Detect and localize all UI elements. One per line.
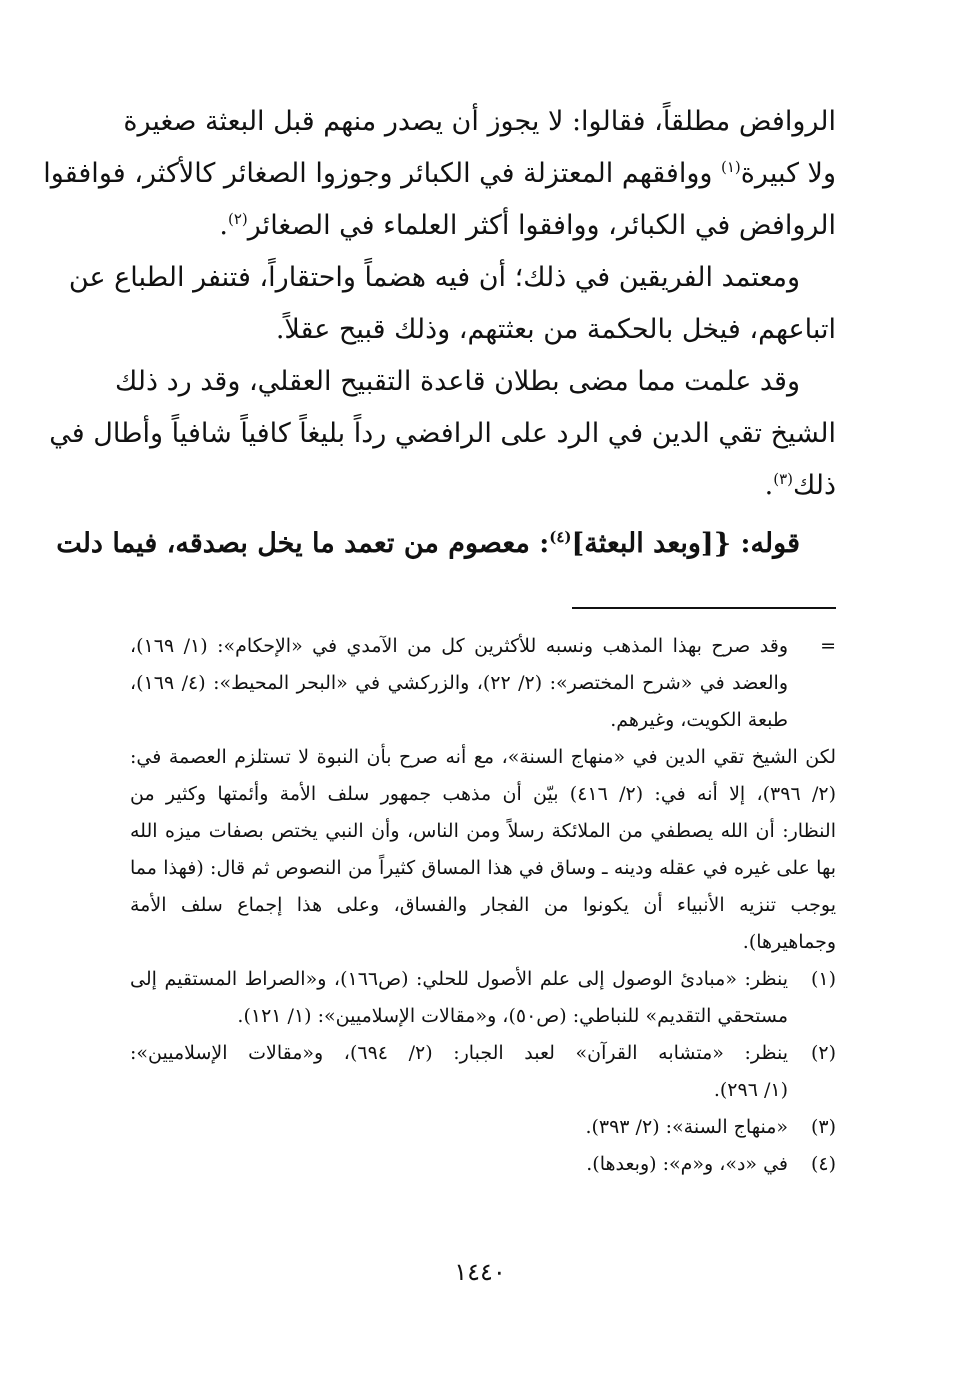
body-line-3-text: الروافض في الكبائر، ووافقوا أكثر العلماء في الصغائر xyxy=(247,210,836,241)
body-line-7: الشيخ تقي الدين في الرد على الرافضي رداً بليغاً كافياً شافياً وأطال في xyxy=(49,418,836,449)
footnote-1 xyxy=(130,961,836,1035)
footnote-line: يوجب تنزيه الأنبياء أن يكونوا من الفجار والفساق، وعلى هذا إجماع سلف الأمة xyxy=(130,894,836,916)
footnote-continued-2-text xyxy=(130,739,836,961)
body-line-2-a: ولا كبيرة xyxy=(740,158,836,189)
quote-prefix: قوله: {[وبعد البعثة] xyxy=(571,528,800,559)
continued-mark: = xyxy=(820,635,836,657)
footnote-2 xyxy=(130,1035,836,1109)
body-line-2 xyxy=(43,148,836,200)
footnote-continued-2 xyxy=(130,739,836,961)
footnote-ref-2: (٢) xyxy=(228,210,248,228)
footnote-line: طبعة الكويت، وغيرهم. xyxy=(610,709,788,731)
main-text xyxy=(43,96,836,570)
footnote-line: مستحقي التقديم» للنباطي: (ص٥٠)، و«مقالات الإسلاميين»: (١/ ١٢١). xyxy=(237,1005,788,1027)
footnote-number: (٤) xyxy=(810,1153,836,1175)
body-line-1: الروافض مطلقاً، فقالوا: لا يجوز أن يصدر منهم قبل البعثة صغيرة xyxy=(123,106,836,137)
quote-line xyxy=(56,518,836,570)
footnote-line: (٢/ ٣٩٦)، إلا أنه في: (٢/ ٤١٦) بيّن أن مذهب جمهور سلف الأمة وأئمتها وكثير من xyxy=(130,783,836,805)
footnote-number: (١) xyxy=(810,968,836,990)
body-line-4: ومعتمد الفريقين في ذلك؛ أن فيه هضماً واحتقاراً، فتنفر الطباع عن xyxy=(68,262,800,293)
footnote-line: ينظر: «مبادئ الوصول إلى علم الأصول للحلي: (ص١٦٦)، و«الصراط المستقيم إلى xyxy=(130,968,788,990)
footnote-continued xyxy=(130,628,836,739)
body-line-8-dot: . xyxy=(764,470,774,501)
footnotes xyxy=(130,628,836,1183)
footnote-number: (٣) xyxy=(810,1116,836,1138)
body-line-8-text: ذلك xyxy=(792,470,836,501)
footnote-line: والعضد في «شرح المختصر»: (٢/ ٢٢)، والزركشي في «البحر المحيط»: (٤/ ١٦٩)، xyxy=(130,672,788,694)
footnote-number: (٢) xyxy=(810,1042,836,1064)
body-line-3 xyxy=(130,200,836,252)
footnote-ref-4: (٤) xyxy=(549,528,572,546)
footnote-line: النظار: أن الله يصطفي من الملائكة رسلاً ومن الناس، وأن النبي يختص بصفات ميزه الله xyxy=(130,820,836,842)
footnote-line: في «د»، و«م»: (وبعدها). xyxy=(586,1153,788,1175)
body-line-2-b: ووافقهم المعتزلة في الكبائر xyxy=(392,158,721,189)
body-line-8 xyxy=(130,460,836,512)
footnote-line: (١/ ٢٩٦). xyxy=(713,1079,788,1101)
footnote-line: وقد صرح بهذا المذهب ونسبه للأكثرين كل من الآمدي في «الإحكام»: (١/ ١٦٩)، xyxy=(130,635,788,657)
footnote-line: ينظر: «متشابه القرآن» لعبد الجبار: (٢/ ٦٩٤)، و«مقالات الإسلاميين»: xyxy=(130,1042,788,1064)
footnote-line: لكن الشيخ تقي الدين في «منهاج السنة»، مع أنه صرح بأن النبوة لا تستلزم العصمة في: xyxy=(130,746,836,768)
footnote-ref-1: (١) xyxy=(721,158,741,176)
body-line-2-c: وجوزوا الصغائر كالأكثر، فوافقوا xyxy=(43,158,393,189)
footnote-line: بها على غيره في عقله ودينه ـ وساق في هذا المساق كثيراً من النصوص ثم قال: (فهذا مما xyxy=(130,857,836,879)
footnote-continued-text xyxy=(130,628,788,739)
footnote-3 xyxy=(130,1109,836,1146)
footnote-line: «منهاج السنة»: (٢/ ٣٩٣). xyxy=(585,1116,788,1138)
footnote-4 xyxy=(130,1146,836,1183)
footnote-ref-3: (٣) xyxy=(773,470,793,488)
page-number: ١٤٤٠ xyxy=(454,1258,506,1286)
body-line-5: اتباعهم، فيخل بالحكمة من بعثتهم، وذلك قبيح عقلاً. xyxy=(275,314,836,345)
quote-rest: : معصوم من تعمد ما يخل بصدقه، فيما دلت xyxy=(56,528,550,559)
body-line-3-dot: . xyxy=(219,210,228,241)
body-line-6: وقد علمت مما مضى بطلان قاعدة التقبيح العقلي، وقد رد ذلك xyxy=(115,366,800,397)
footnote-line: وجماهيرها). xyxy=(742,931,836,953)
footnote-separator xyxy=(572,607,836,609)
